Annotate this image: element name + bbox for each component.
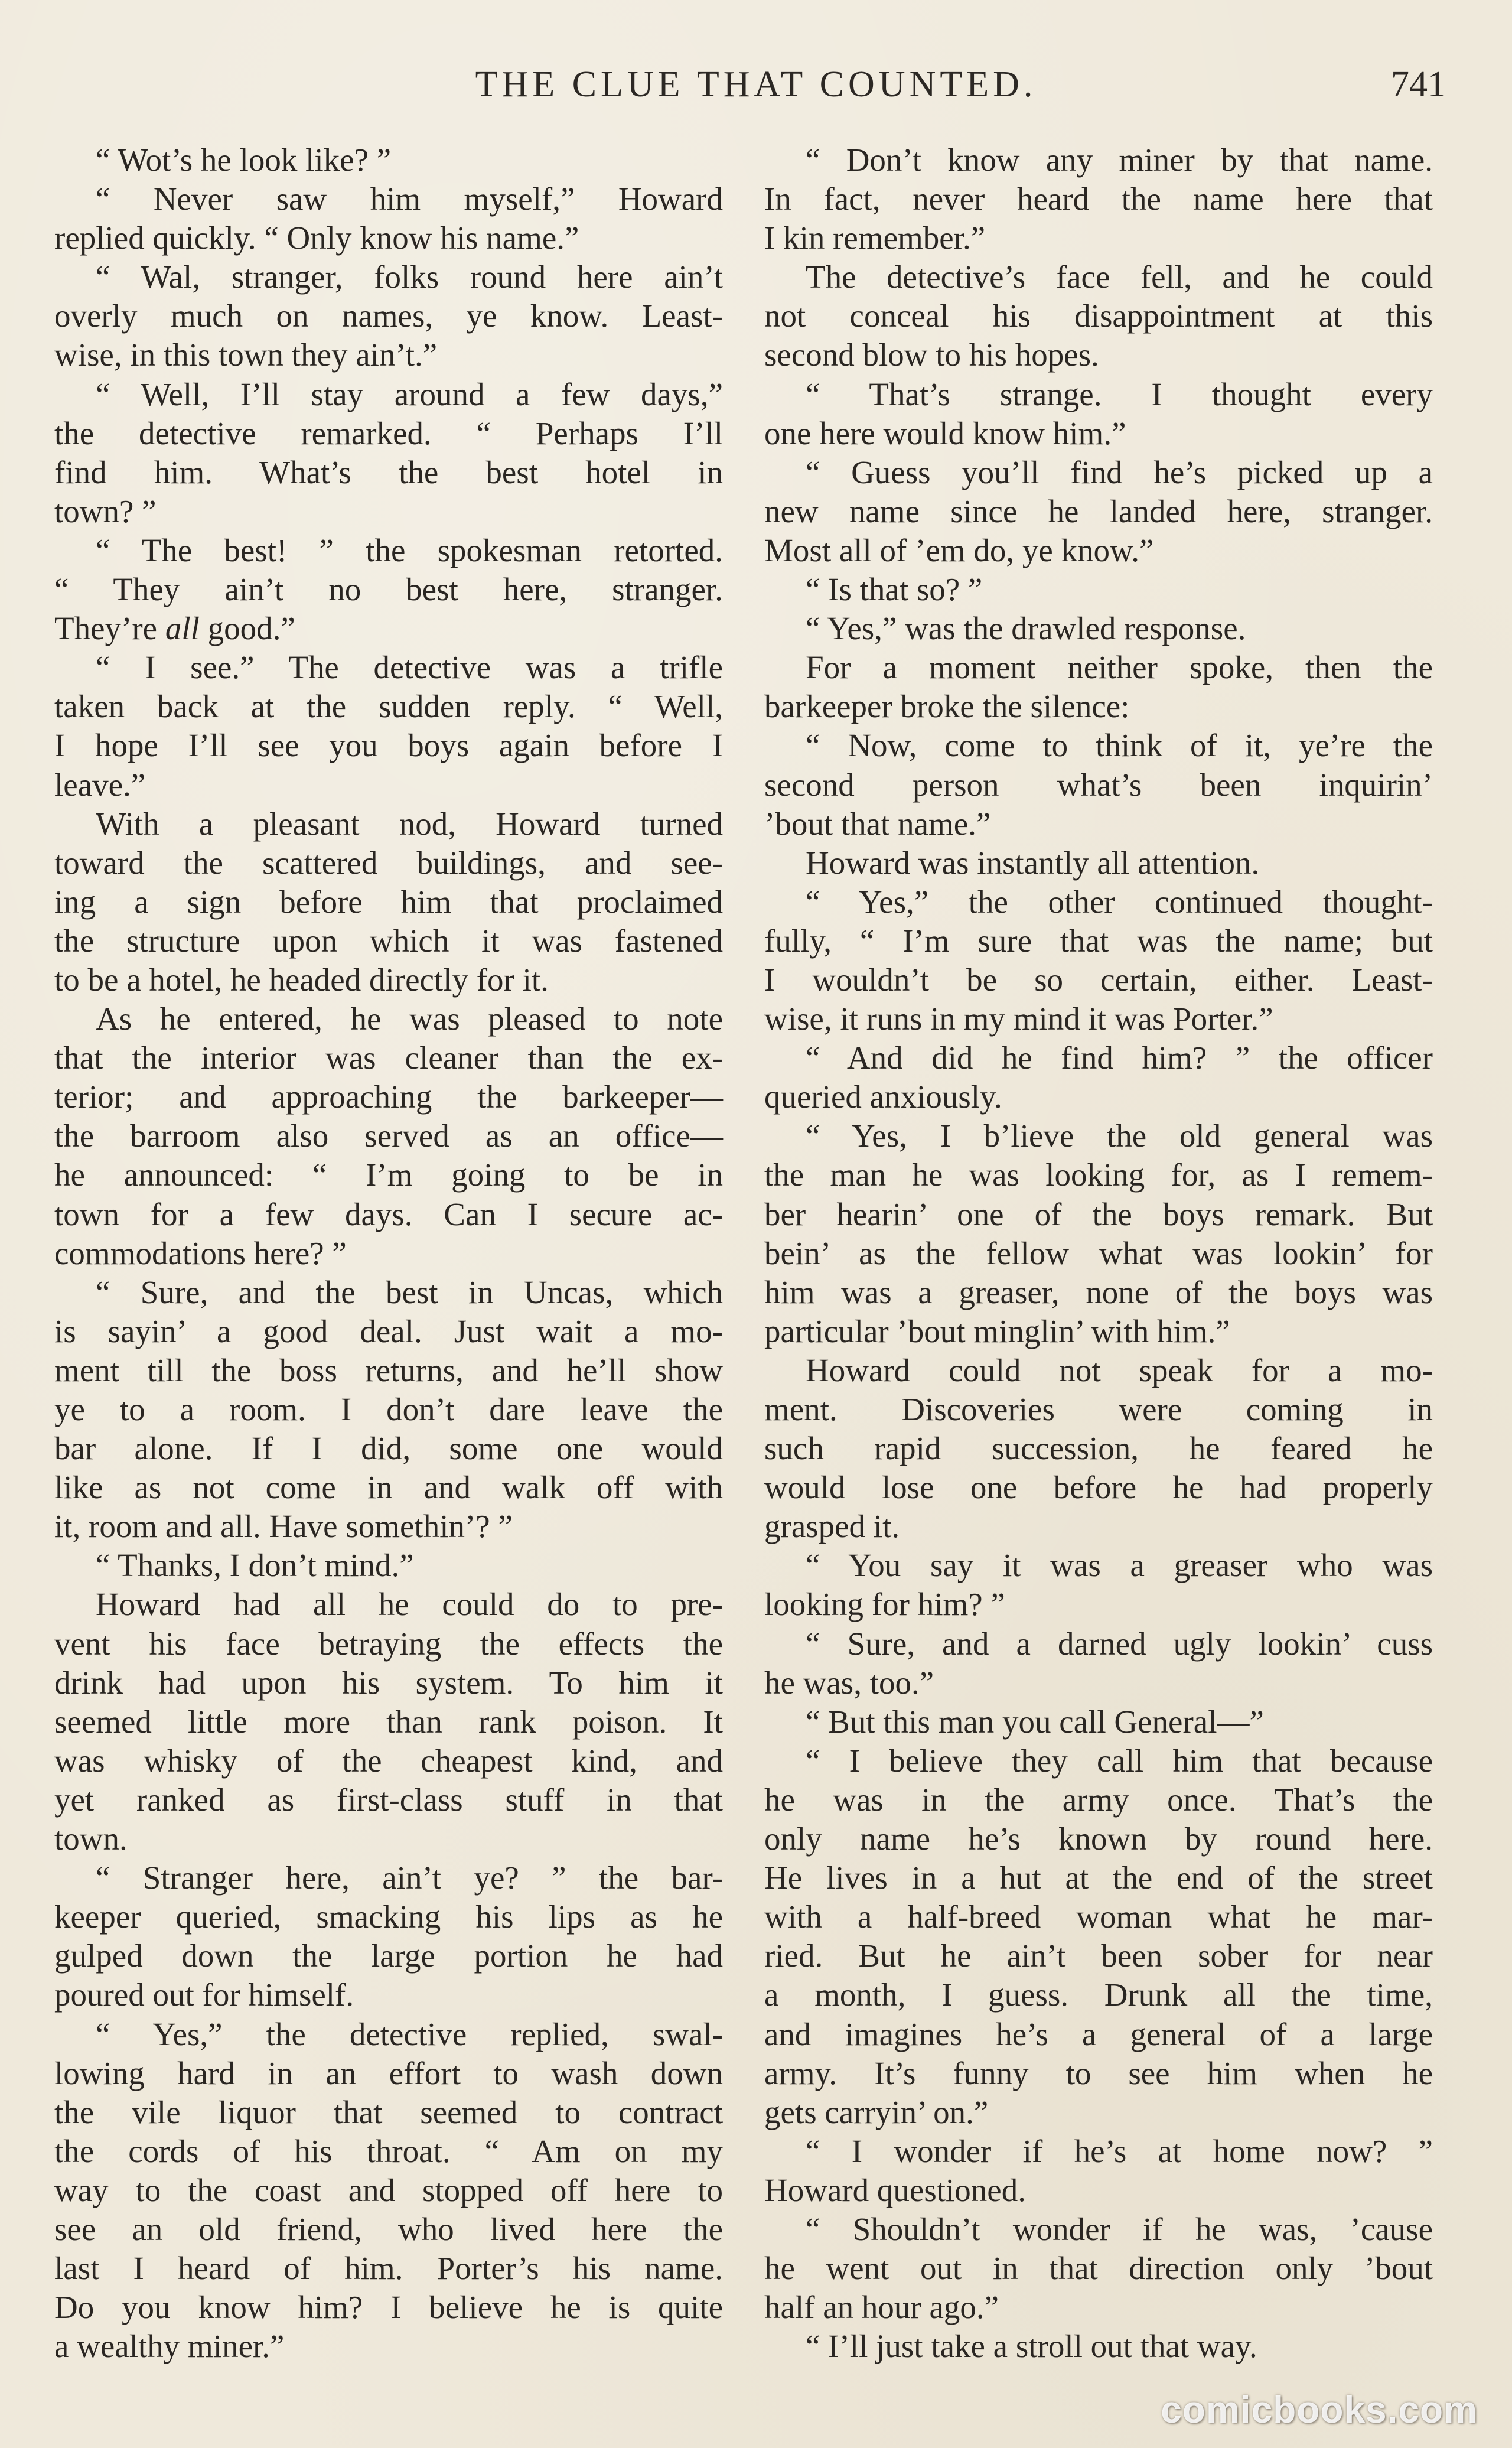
text-line: poured out for himself. — [54, 1977, 354, 2013]
text-line: town? ” — [54, 493, 157, 529]
text-line: “ Well, I’ll stay around a few days,” — [96, 376, 723, 412]
text-line: a month, I guess. Drunk all the time, — [764, 1977, 1433, 2013]
text-line: With a pleasant nod, Howard turned — [96, 805, 723, 842]
text-line: vent his face betraying the effects the — [54, 1625, 723, 1662]
text-line: new name since he landed here, stranger. — [764, 493, 1433, 529]
text-line: ber hearin’ one of the boys remark. But — [764, 1196, 1433, 1232]
text-line: the vile liquor that seemed to contract — [54, 2094, 723, 2130]
text-line: “ Yes, I b’lieve the old general was — [806, 1118, 1433, 1154]
text-line: toward the scattered buildings, and see- — [54, 844, 723, 881]
text-line: In fact, never heard the name here that — [764, 181, 1433, 217]
text-line: “ Yes,” the detective replied, swal- — [96, 2016, 723, 2052]
text-line: Howard could not speak for a mo- — [806, 1352, 1433, 1388]
text-line: “ I believe they call him that because — [806, 1742, 1433, 1779]
text-line: Howard questioned. — [764, 2172, 1026, 2208]
text-line: is sayin’ a good deal. Just wait a mo- — [54, 1313, 723, 1349]
text-line: the man he was looking for, as I remem- — [764, 1157, 1433, 1193]
text-line: “ Wal, stranger, folks round here ain’t — [96, 259, 723, 295]
text-line: gulped down the large portion he had — [54, 1938, 723, 1974]
text-line: ’bout that name.” — [764, 805, 991, 842]
text-line: replied quickly. “ Only know his name.” — [54, 220, 579, 256]
text-line: They’re all good.” — [54, 610, 295, 647]
text-line: “ Yes,” was the drawled response. — [806, 610, 1246, 647]
text-line: bein’ as the fellow what was lookin’ for — [764, 1235, 1433, 1271]
text-line: “ They ain’t no best here, stranger. — [54, 571, 723, 608]
text-line: the cords of his throat. “ Am on my — [54, 2133, 723, 2169]
text-line: way to the coast and stopped off here to — [54, 2172, 723, 2208]
text-line: I wouldn’t be so certain, either. Least- — [764, 961, 1433, 998]
text-line: bar alone. If I did, some one would — [54, 1430, 723, 1467]
text-line: with a half-breed woman what he mar- — [764, 1899, 1433, 1935]
text-line: he announced: “ I’m going to be in — [54, 1157, 723, 1193]
text-line: was whisky of the cheapest kind, and — [54, 1742, 723, 1779]
text-line: to be a hotel, he headed directly for it. — [54, 961, 549, 998]
text-line: like as not come in and walk off with — [54, 1469, 723, 1506]
text-line: lowing hard in an effort to wash down — [54, 2055, 723, 2091]
text-line: “ Sure, and a darned ugly lookin’ cuss — [806, 1625, 1433, 1662]
text-line: The detective’s face fell, and he could — [806, 259, 1433, 295]
text-line: it, room and all. Have somethin’? ” — [54, 1508, 513, 1545]
text-line: Most all of ’em do, ye know.” — [764, 532, 1154, 568]
text-line: “ I see.” The detective was a trifle — [96, 649, 723, 686]
text-line: “ Don’t know any miner by that name. — [806, 142, 1433, 178]
text-line: He lives in a hut at the end of the street — [764, 1860, 1433, 1896]
text-line: I hope I’ll see you boys again before I — [54, 727, 723, 764]
text-line: and imagines he’s a general of a large — [764, 2016, 1433, 2052]
text-line: the barroom also served as an office— — [54, 1118, 723, 1154]
text-line: Howard had all he could do to pre- — [96, 1586, 723, 1623]
text-line: ment till the boss returns, and he’ll show — [54, 1352, 723, 1388]
text-line: such rapid succession, he feared he — [764, 1430, 1433, 1467]
text-line: taken back at the sudden reply. “ Well, — [54, 688, 723, 725]
text-line: commodations here? ” — [54, 1235, 347, 1271]
text-line: second person what’s been inquirin’ — [764, 766, 1433, 803]
text-line: “ Thanks, I don’t mind.” — [96, 1547, 414, 1584]
text-line: Howard was instantly all attention. — [806, 844, 1260, 881]
text-line: grasped it. — [764, 1508, 900, 1545]
page-number: 741 — [1391, 64, 1446, 105]
text-line: “ But this man you call General—” — [806, 1703, 1264, 1740]
text-line: “ Yes,” the other continued thought- — [806, 883, 1433, 920]
text-line: overly much on names, ye know. Least- — [54, 298, 723, 334]
text-line: For a moment neither spoke, then the — [806, 649, 1433, 686]
text-line: see an old friend, who lived here the — [54, 2211, 723, 2247]
watermark-logo: comicbooks.com — [1161, 2388, 1478, 2431]
text-line: queried anxiously. — [764, 1079, 1002, 1115]
text-line: “ I’ll just take a stroll out that way. — [806, 2328, 1257, 2365]
text-line: Do you know him? I believe he is quite — [54, 2289, 723, 2326]
text-line: the detective remarked. “ Perhaps I’ll — [54, 415, 723, 451]
text-line: ment. Discoveries were coming in — [764, 1391, 1433, 1427]
text-line: that the interior was cleaner than the ex- — [54, 1040, 723, 1076]
text-line: yet ranked as first-class stuff in that — [54, 1781, 723, 1818]
text-line: particular ’bout minglin’ with him.” — [764, 1313, 1230, 1349]
text-line: I kin remember.” — [764, 220, 986, 256]
text-line: “ That’s strange. I thought every — [806, 376, 1433, 412]
text-line: a wealthy miner.” — [54, 2328, 285, 2365]
text-line: would lose one before he had properly — [764, 1469, 1433, 1506]
text-line: wise, it runs in my mind it was Porter.” — [764, 1001, 1273, 1037]
text-line: “ You say it was a greaser who was — [806, 1547, 1433, 1584]
text-line: “ Sure, and the best in Uncas, which — [96, 1274, 723, 1310]
text-line: ried. But he ain’t been sober for near — [764, 1938, 1433, 1974]
page-header — [0, 64, 1512, 117]
text-line: he was, too.” — [764, 1664, 934, 1701]
text-line: leave.” — [54, 766, 146, 803]
text-line: wise, in this town they ain’t.” — [54, 337, 438, 373]
text-line: looking for him? ” — [764, 1586, 1005, 1623]
text-line: him was a greaser, none of the boys was — [764, 1274, 1433, 1310]
text-column-right — [764, 141, 1433, 2366]
text-column-left — [54, 141, 723, 2366]
text-line: “ Now, come to think of it, ye’re the — [806, 727, 1433, 764]
text-line: drink had upon his system. To him it — [54, 1664, 723, 1701]
running-title: THE CLUE THAT COUNTED. — [475, 64, 1037, 105]
text-line: “ Is that so? ” — [806, 571, 983, 608]
text-line: “ Shouldn’t wonder if he was, ’cause — [806, 2211, 1433, 2247]
text-line: one here would know him.” — [764, 415, 1126, 451]
emphasis: all — [165, 610, 200, 647]
text-line: half an hour ago.” — [764, 2289, 999, 2326]
text-line: keeper queried, smacking his lips as he — [54, 1899, 723, 1935]
text-line: terior; and approaching the barkeeper— — [54, 1079, 723, 1115]
text-line: town for a few days. Can I secure ac- — [54, 1196, 723, 1232]
text-line: seemed little more than rank poison. It — [54, 1703, 723, 1740]
text-line: “ Guess you’ll find he’s picked up a — [806, 454, 1433, 490]
text-line: second blow to his hopes. — [764, 337, 1099, 373]
text-line: he was in the army once. That’s the — [764, 1781, 1433, 1818]
text-line: army. It’s funny to see him when he — [764, 2055, 1433, 2091]
text-line: gets carryin’ on.” — [764, 2094, 989, 2130]
text-line: he went out in that direction only ’bout — [764, 2250, 1433, 2287]
text-line: “ Never saw him myself,” Howard — [96, 181, 723, 217]
text-line: fully, “ I’m sure that was the name; but — [764, 922, 1433, 959]
text-line: only name he’s known by round here. — [764, 1821, 1433, 1857]
text-line: “ The best! ” the spokesman retorted. — [96, 532, 723, 568]
text-line: find him. What’s the best hotel in — [54, 454, 723, 490]
text-line: “ And did he find him? ” the officer — [806, 1040, 1433, 1076]
text-line: “ I wonder if he’s at home now? ” — [806, 2133, 1433, 2169]
text-line: last I heard of him. Porter’s his name. — [54, 2250, 723, 2287]
text-line: ye to a room. I don’t dare leave the — [54, 1391, 723, 1427]
text-line: “ Stranger here, ain’t ye? ” the bar- — [96, 1860, 723, 1896]
text-line: town. — [54, 1821, 128, 1857]
text-line: the structure upon which it was fastened — [54, 922, 723, 959]
text-line: barkeeper broke the silence: — [764, 688, 1130, 725]
text-line: “ Wot’s he look like? ” — [96, 142, 392, 178]
text-line: As he entered, he was pleased to note — [96, 1001, 723, 1037]
text-line: not conceal his disappointment at this — [764, 298, 1433, 334]
text-line: ing a sign before him that proclaimed — [54, 883, 723, 920]
